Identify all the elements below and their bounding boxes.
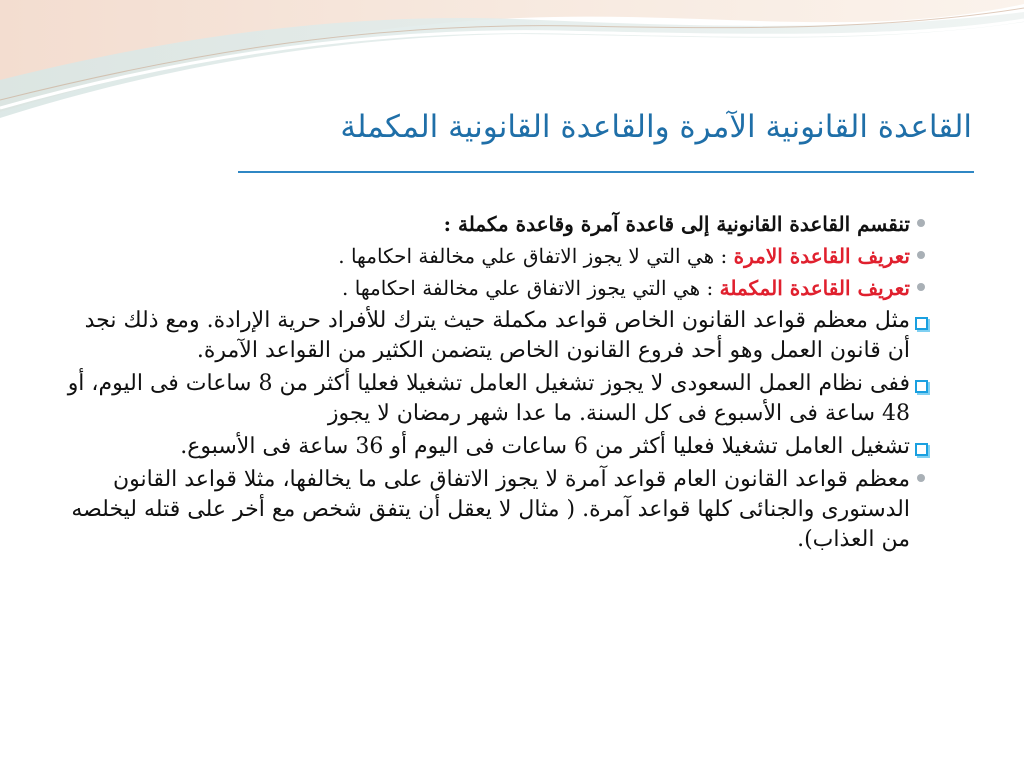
bullet-dot-icon xyxy=(917,251,925,259)
bullet-text: : هي التي يجوز الاتفاق علي مخالفة احكامها . xyxy=(342,276,720,300)
bullet-dot-icon xyxy=(917,283,925,291)
bullet-text: معظم قواعد القانون العام قواعد آمرة لا يجوز الاتفاق على ما يخالفها، مثلا قواعد القانون الدستورى والجنائى كلها قواعد آمرة. ( مثال لا يعقل أن يتفق شخص مع أخر على قتله ليخلصه من العذاب). xyxy=(71,467,910,552)
definition-term-complementary: تعريف القاعدة المكملة xyxy=(719,276,910,300)
definition-term-mandatory: تعريف القاعدة الامرة xyxy=(733,244,910,268)
slide-content xyxy=(62,210,932,555)
bullet-item-2 xyxy=(62,242,932,271)
bullet-item-3 xyxy=(62,274,932,303)
bullet-item-6 xyxy=(62,432,932,462)
bullet-item-1 xyxy=(62,210,932,239)
bullet-item-7 xyxy=(62,465,932,555)
title-underline xyxy=(238,171,974,173)
bullet-square-icon xyxy=(915,443,928,456)
bullet-dot-icon xyxy=(917,474,925,482)
bullet-item-5 xyxy=(62,369,932,429)
bullet-text: تنقسم القاعدة القانونية إلى قاعدة آمرة وقاعدة مكملة : xyxy=(443,212,910,236)
bullet-square-icon xyxy=(915,317,928,330)
bullet-text: : هي التي لا يجوز الاتفاق علي مخالفة احكامها . xyxy=(338,244,734,268)
bullet-text: تشغيل العامل تشغيلا فعليا أكثر من 6 ساعات فى اليوم أو 36 ساعة فى الأسبوع. xyxy=(180,434,910,459)
bullet-item-4 xyxy=(62,306,932,366)
bullet-text: ففى نظام العمل السعودى لا يجوز تشغيل العامل تشغيلا فعليا أكثر من 8 ساعات فى اليوم، أو 48 ساعة فى الأسبوع فى كل السنة. ما عدا شهر رمضان لا يجوز xyxy=(67,371,910,426)
bullet-text: مثل معظم قواعد القانون الخاص قواعد مكملة حيث يترك للأفراد حرية الإرادة. ومع ذلك نجد أن قانون العمل وهو أحد فروع القانون الخاص يتضمن الكثير من القواعد الآمرة. xyxy=(84,308,910,363)
bullet-square-icon xyxy=(915,380,928,393)
bullet-dot-icon xyxy=(917,219,925,227)
slide-title: القاعدة القانونية الآمرة والقاعدة القانونية المكملة xyxy=(340,109,972,145)
header-wave-decoration xyxy=(0,0,1024,120)
